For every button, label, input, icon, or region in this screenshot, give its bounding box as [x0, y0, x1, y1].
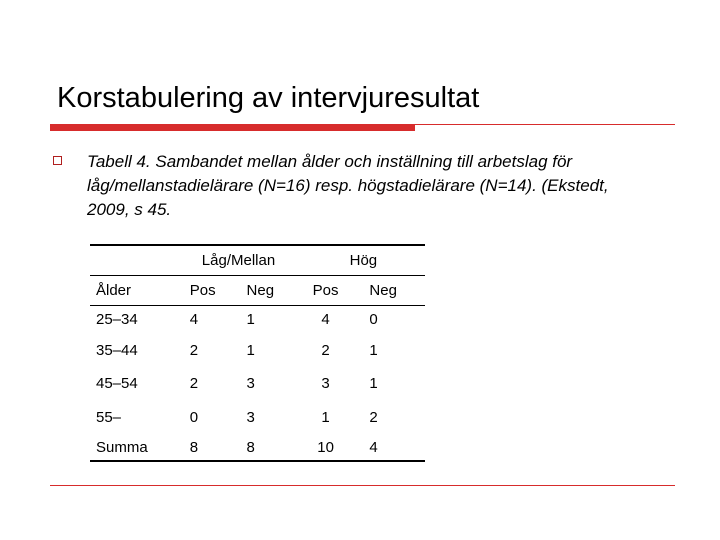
- cell-neg-high: 0: [349, 305, 425, 334]
- cell-pos-low: 2: [189, 374, 199, 392]
- cell-pos-high: 4: [302, 305, 350, 334]
- cell-pos-low: 8: [184, 434, 241, 461]
- cell-neg-high: 4: [349, 434, 425, 461]
- row-age: 45–54: [96, 374, 138, 392]
- cell-pos-high: 2: [321, 341, 330, 359]
- table-row-total: [90, 434, 425, 461]
- column-header-pos-high: Pos: [302, 275, 350, 305]
- column-header-neg-high: Neg: [349, 275, 425, 305]
- row-age: 35–44: [96, 341, 138, 359]
- row-age: 55–: [96, 408, 122, 426]
- row-total-label: Summa: [90, 434, 184, 461]
- cell-neg-low: 3: [246, 408, 255, 426]
- group-header-empty: [90, 245, 184, 275]
- title-underline-accent: [50, 124, 415, 131]
- table-caption: Tabell 4. Sambandet mellan ålder och inställning till arbetslag för låg/mellanstadielärare (N=16) resp. högstadielärare (N=14). (Ekstedt, 2009, s 45.: [87, 152, 609, 219]
- cell-neg-high: 2: [369, 408, 378, 426]
- cell-pos-high: 1: [321, 408, 330, 426]
- slide-title: Korstabulering av intervjuresultat: [57, 82, 480, 114]
- group-header-high: Hög: [302, 245, 425, 275]
- crosstab-table: [90, 244, 425, 462]
- cell-neg-low: 3: [246, 374, 255, 392]
- group-header-low-middle: Låg/Mellan: [184, 245, 302, 275]
- cell-neg-high: 1: [369, 374, 378, 392]
- column-header-row: [90, 275, 425, 305]
- cell-neg-low: 1: [241, 305, 302, 334]
- cell-pos-low: 2: [189, 341, 199, 359]
- cell-pos-high: 10: [302, 434, 350, 461]
- column-header-pos-low: Pos: [184, 275, 241, 305]
- column-header-neg-low: Neg: [241, 275, 302, 305]
- group-header-row: [90, 245, 425, 275]
- row-age: 25–34: [90, 305, 184, 334]
- footer-divider: [50, 485, 675, 486]
- cell-pos-low: 4: [184, 305, 241, 334]
- column-header-age: Ålder: [90, 275, 184, 305]
- table-row: [90, 400, 425, 434]
- cell-neg-high: 1: [369, 341, 378, 359]
- cell-neg-low: 8: [241, 434, 302, 461]
- square-bullet-icon: [53, 156, 62, 165]
- table-row: [90, 366, 425, 400]
- title-underline-thin: [415, 124, 675, 125]
- table-row: [90, 334, 425, 366]
- table-row: [90, 305, 425, 334]
- cell-neg-low: 1: [246, 341, 255, 359]
- cell-pos-high: 3: [321, 374, 330, 392]
- cell-pos-low: 0: [189, 408, 199, 426]
